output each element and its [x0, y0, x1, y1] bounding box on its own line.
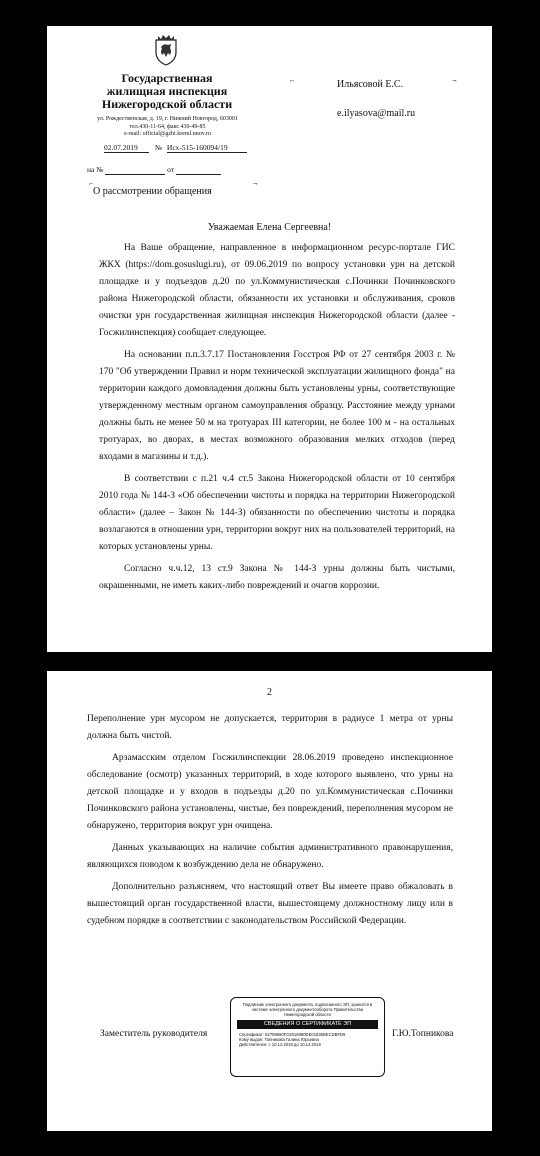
page-number: 2	[267, 687, 272, 698]
recipient-name: Ильясовой Е.С.	[337, 79, 404, 90]
stamp-validity: Действителен: с 10.12.2018 до 10.12.2019	[239, 1042, 321, 1048]
stamp-owner: Кому выдан: Топникова Галина Юрьевна	[239, 1037, 319, 1043]
signer-name: Г.Ю.Топникова	[392, 1029, 454, 1039]
letter-body-page1	[99, 240, 455, 600]
signer-title: Заместитель руководителя	[100, 1029, 208, 1039]
stamp-header: Подлинник электронного документа, подписанного ЭП, хранится в системе электронного документооборота Правительства Нижегородской области	[242, 1002, 373, 1017]
number-label: №	[154, 143, 163, 152]
paragraph: Согласно ч.ч.12, 13 ст.9 Закона № 144-З урны должны быть чистыми, окрашенными, не иметь каких-либо повреждений и очагов коррозии.	[99, 564, 455, 591]
paragraph: Переполнение урн мусором не допускается, территория в радиусе 1 метра от урны должна быть чистой.	[87, 714, 453, 741]
stamp-title-bar: СВЕДЕНИЯ О СЕРТИФИКАТЕ ЭП	[237, 1020, 378, 1029]
electronic-signature-stamp	[230, 997, 385, 1077]
greeting: Уважаемая Елена Сергеевна!	[207, 222, 332, 233]
sender-organization	[87, 72, 247, 111]
coat-of-arms-icon	[153, 34, 179, 66]
paragraph: Арзамасским отделом Госжилинспекции 28.06.2019 проведено инспекционное обследование (осмотр) указанных территорий, в ходе которого выявлено, что урны на детской площадке и у входов в подъезды д.20 по ул.Коммунистическая с.Починки Починковского района установлены, чистые, без повреждений, переполнения мусором не обнаружено, территория вокруг урн очищена.	[87, 753, 453, 831]
address-line2: тел.430-11-64, факс 430-49-85	[129, 123, 206, 130]
letter-page-2	[47, 671, 492, 1131]
doc-date: 02.07.2019	[104, 143, 149, 153]
sender-address	[75, 116, 260, 139]
address-line1: ул. Рождественская, д. 19, г. Нижний Новгород, 603001	[97, 116, 238, 122]
stamp-certificate: Сертификат: 02708890FC5016080DE01636BECDBFD6	[239, 1032, 346, 1037]
doc-number: Исх-515-160094/19	[167, 143, 247, 153]
recipient-corner-left: ⌐	[290, 76, 295, 85]
org-name-line2: жилищная инспекция	[106, 84, 228, 98]
recipient-corner-right: ¬	[452, 76, 457, 85]
from-label: от	[167, 165, 175, 174]
recipient-email: e.ilyasova@mail.ru	[337, 108, 416, 119]
org-name-line1: Государственная	[121, 71, 213, 85]
paragraph: На Ваше обращение, направленное в информационном ресурс-портале ГИС ЖКХ (https://dom.gosuslugi.ru), от 09.06.2019 по вопросу установки урн на детской площадке и у подъездов д.20 по ул.Коммунистическая с.Починки Починковского района Нижегородской области, обязанности их установки и обслуживания, сроков очистки урн государственная жилищная инспекция Нижегородской области (далее - Госжилинспекция) сообщает следующее.	[99, 243, 455, 338]
paragraph: На основании п.п.3.7.17 Постановления Госстроя РФ от 27 сентября 2003 г. № 170 "Об утверждении Правил и норм технической эксплуатации жилищного фонда" на территории каждого домовладения должны быть установлены урны, соответствующие утвержденному местным органом самоуправления образцу. Расстояние между урнами должны быть не менее 50 м на тротуарах III категории, не более 100 м - на остальных тротуарах, во дворах, в местах возможного образования мелких отходов (перед входами в магазины и т.д.).	[99, 350, 455, 462]
subject-corner-right: ¬	[253, 179, 258, 188]
paragraph: Данных указывающих на наличие события административного правонарушения, являющихся поводом к возбуждению дела не обнаружено.	[87, 843, 453, 870]
letter-subject: О рассмотрении обращения	[93, 186, 212, 197]
ref-date-blank	[176, 165, 221, 175]
letter-body-page2	[87, 711, 453, 935]
outgoing-number-line	[104, 143, 247, 153]
reference-line	[87, 165, 221, 175]
subject-corner-left: ⌐	[89, 179, 94, 188]
paragraph: В соответствии с п.21 ч.4 ст.5 Закона Нижегородской области от 10 сентября 2010 года № 144-З «Об обеспечении чистоты и порядка на территории Нижегородской области» (далее – Закон № 144-З) обязанности по обеспечению чистоты и порядка возлагаются в отношении урн, территории вокруг них на пользователей территорий, на которых установлены урны.	[99, 474, 455, 552]
ref-label: на №	[87, 165, 104, 174]
letter-page-1	[47, 26, 492, 652]
address-line3: e-mail: official@gzhi.kreml.nnov.ru	[124, 131, 211, 137]
ref-number-blank	[105, 165, 165, 175]
paragraph: Дополнительно разъясняем, что настоящий ответ Вы имеете право обжаловать в вышестоящий орган государственной власти, вышестоящему должностному лицу или в судебном порядке в соответствии с законодательством Российской Федерации.	[87, 882, 453, 926]
org-name-line3: Нижегородской области	[101, 97, 233, 111]
